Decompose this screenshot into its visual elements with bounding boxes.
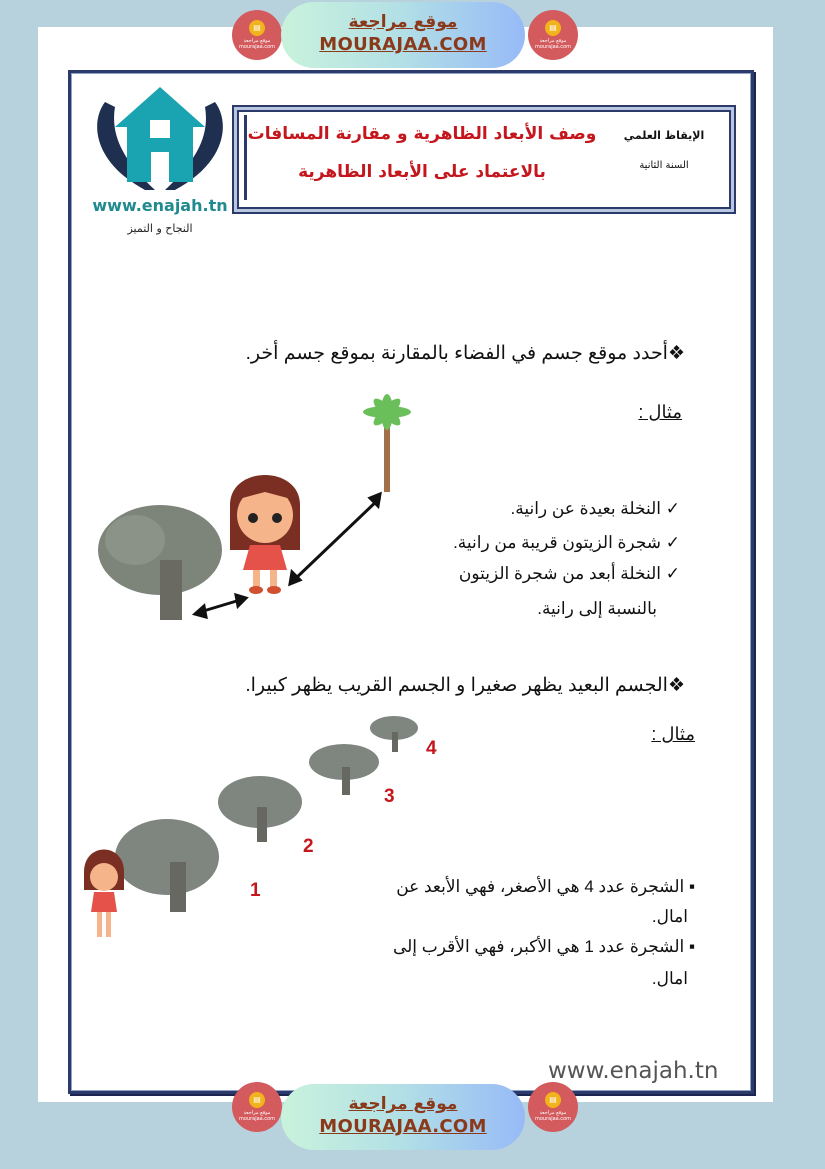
mourajaa-badge-left-top[interactable]: ▤ موقع مراجعة mourajaa.com xyxy=(232,10,282,60)
logo-url: www.enajah.tn xyxy=(92,196,228,215)
mourajaa-badge-right-bottom[interactable]: ▤ موقع مراجعة mourajaa.com xyxy=(528,1082,578,1132)
banner-latin-text: MOURAJAA.COM xyxy=(319,34,487,55)
point-1-continued: امال. xyxy=(651,907,688,926)
mourajaa-badge-right-top[interactable]: ▤ موقع مراجعة mourajaa.com xyxy=(528,10,578,60)
book-icon: ▤ xyxy=(249,20,265,36)
tree-number-1: 1 xyxy=(250,880,261,901)
banner-arabic-text: موقع مراجعة xyxy=(348,12,458,32)
subject-grade-cell xyxy=(602,115,726,200)
book-icon: ▤ xyxy=(545,20,561,36)
banner-arabic-text: موقع مراجعة xyxy=(348,1094,458,1114)
palm-tree-icon xyxy=(363,394,411,492)
girl-character-icon xyxy=(230,475,300,594)
girl-character-small-icon xyxy=(84,850,124,938)
section2-example-label: مثال : xyxy=(651,724,695,744)
mourajaa-badge-left-bottom[interactable]: ▤ موقع مراجعة mourajaa.com xyxy=(232,1082,282,1132)
tree-number-4: 4 xyxy=(426,738,437,759)
lesson-title: وصف الأبعاد الظاهرية و مقارنة المسافات بالاعتماد على الأبعاد الظاهرية xyxy=(244,115,597,200)
point-1: ▪ الشجرة عدد 4 هي الأصغر، فهي الأبعد عن xyxy=(396,877,695,896)
section1-heading: ❖أحدد موقع جسم في الفضاء بالمقارنة بموقع جسم أخر. xyxy=(245,343,685,364)
book-icon: ▤ xyxy=(545,1092,561,1108)
section1-example-label: مثال : xyxy=(638,402,682,422)
book-icon: ▤ xyxy=(249,1092,265,1108)
olive-tree-medium-icon xyxy=(218,776,302,842)
section2-heading: ❖الجسم البعيد يظهر صغيرا و الجسم القريب يظهر كبيرا. xyxy=(245,675,685,696)
olive-tree-large-icon xyxy=(115,819,219,912)
logo-slogan: النجاح و التميز xyxy=(127,222,193,235)
olive-tree-icon xyxy=(98,505,222,620)
house-hands-icon xyxy=(85,82,235,194)
grade-label: السنة الثانية xyxy=(639,160,689,171)
olive-tree-smallest-icon xyxy=(370,716,418,752)
point-2-continued: امال. xyxy=(651,969,688,988)
enajah-logo xyxy=(85,82,235,247)
point-3: ✓ النخلة أبعد من شجرة الزيتون xyxy=(458,564,680,583)
footer-url: www.enajah.tn xyxy=(548,1058,719,1084)
lesson-title-box xyxy=(232,105,736,214)
subject-label: الإيقاظ العلمي xyxy=(623,129,705,142)
mourajaa-banner-bottom[interactable] xyxy=(281,1084,525,1150)
tree-number-3: 3 xyxy=(384,786,395,807)
point-3-continued: بالنسبة إلى رانية. xyxy=(537,599,657,618)
banner-latin-text: MOURAJAA.COM xyxy=(319,1116,487,1137)
mourajaa-banner-top[interactable] xyxy=(281,2,525,68)
point-2: ✓ شجرة الزيتون قريبة من رانية. xyxy=(453,533,680,552)
point-1: ✓ النخلة بعيدة عن رانية. xyxy=(510,499,680,518)
olive-tree-small-icon xyxy=(309,744,379,795)
point-2: ▪ الشجرة عدد 1 هي الأكبر، فهي الأقرب إلى xyxy=(392,937,695,956)
tree-number-2: 2 xyxy=(303,836,314,857)
